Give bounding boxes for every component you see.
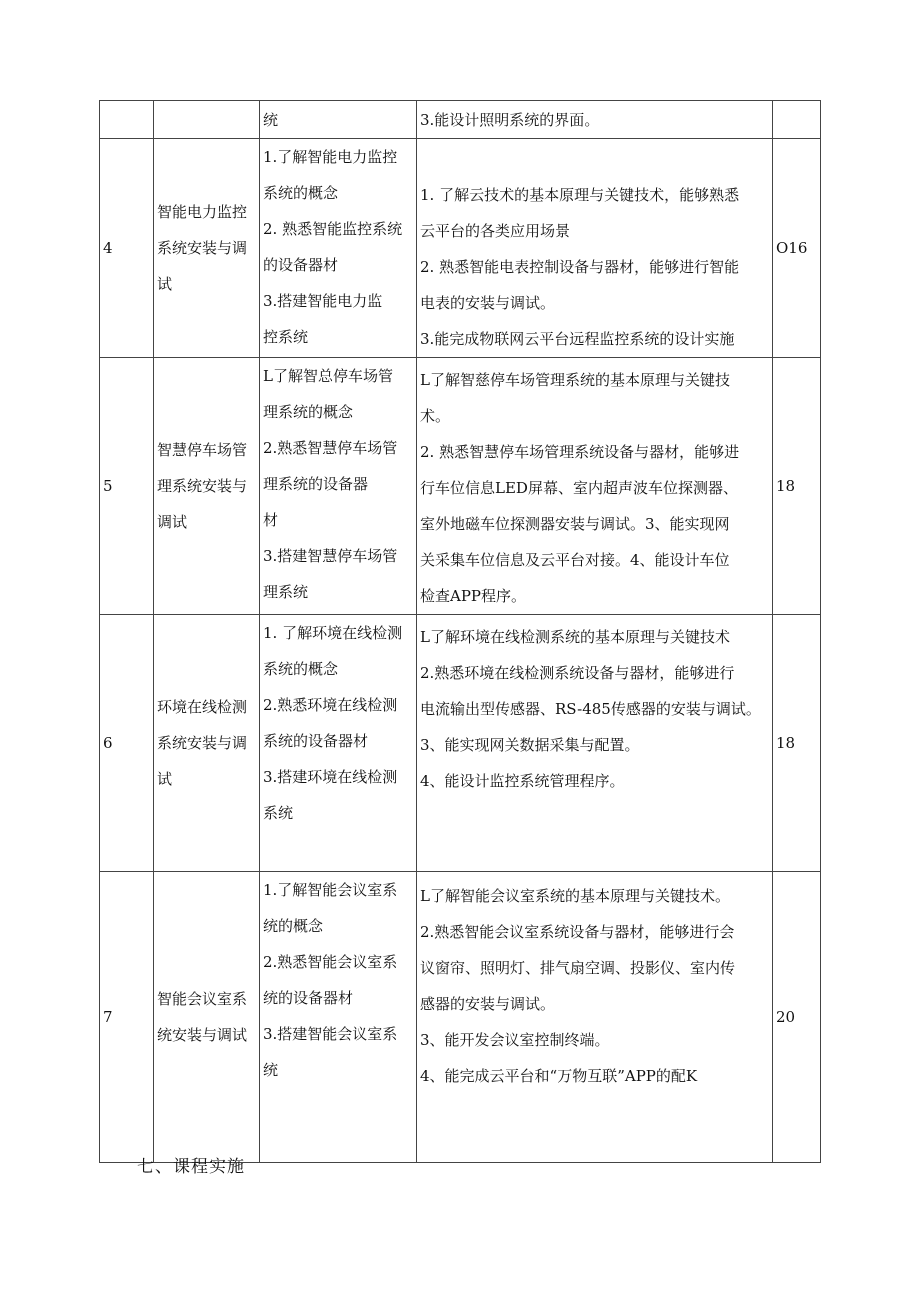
knowledge-line: 2.熟悉环境在线检测 (263, 696, 398, 714)
skill-line: 室外地磁车位探测器安装与调试。3、能实现网 (420, 515, 730, 533)
knowledge-line: 系统 (263, 804, 294, 822)
project-name-cell-content (154, 194, 259, 302)
project-name-line: 试 (157, 275, 173, 293)
row-index-cell (100, 139, 154, 358)
skill-cell-content (417, 358, 772, 614)
project-name-line: 系统安装与调 (157, 239, 248, 257)
project-name-line: 智能电力监控 (157, 203, 248, 221)
knowledge-line: 3.搭建智能电力监 (263, 292, 383, 310)
course-content-table (99, 100, 821, 1163)
skill-line: L了解环境在线检测系统的基本原理与关键技术 (420, 628, 730, 646)
skill-line: 感器的安装与调试。 (420, 995, 556, 1013)
hours-value: 20 (776, 1008, 796, 1026)
skill-line: 2.熟悉智能会议室系统设备与器材，能够进行会 (420, 923, 735, 941)
skill-line: 2. 熟悉智能电表控制设备与器材，能够进行智能 (420, 258, 740, 276)
hours-cell-content (773, 468, 820, 504)
skill-line: 电表的安装与调试。 (420, 294, 556, 312)
skill-line: 检查APP程序。 (420, 587, 527, 605)
knowledge-line: 2.熟悉智能会议室系 (263, 953, 398, 971)
hours-cell (773, 139, 821, 358)
knowledge-line: 1.了解智能电力监控 (263, 148, 398, 166)
hours-cell-content (773, 725, 820, 761)
knowledge-line: 理系统 (263, 583, 309, 601)
knowledge-line: 理系统的设备器 (263, 475, 369, 493)
row-index-cell (100, 101, 154, 139)
skill-line: L了解智能会议室系统的基本原理与关键技术。 (420, 887, 730, 905)
hours-cell (773, 615, 821, 872)
knowledge-line: 系统的概念 (263, 184, 339, 202)
hours-cell-content (773, 999, 820, 1035)
project-name-cell (154, 872, 260, 1163)
skill-line: 行车位信息LED屏幕、室内超声波车位探测器、 (420, 479, 738, 497)
knowledge-cell-content (260, 358, 416, 610)
section-heading: 七、课程实施 (137, 1157, 245, 1177)
knowledge-line: 系统的概念 (263, 660, 339, 678)
table-row (100, 101, 821, 139)
knowledge-cell (260, 139, 417, 358)
skill-line: 术。 (420, 407, 451, 425)
skill-line: 议窗帘、照明灯、排气扇空调、投影仪、室内传 (420, 959, 736, 977)
hours-cell (773, 358, 821, 615)
row-index: 5 (103, 477, 113, 495)
project-name-cell (154, 101, 260, 139)
row-index-cell-content (100, 468, 153, 504)
knowledge-cell-content (260, 615, 416, 831)
knowledge-line: 统的概念 (263, 917, 324, 935)
knowledge-line: 统的设备器材 (263, 989, 354, 1007)
project-name-cell-content (154, 981, 259, 1053)
skill-line: 3.能设计照明系统的界面。 (420, 111, 600, 129)
skill-line: 2.熟悉环境在线检测系统设备与器材，能够进行 (420, 664, 735, 682)
skill-cell (417, 872, 773, 1163)
project-name-line: 统安装与调试 (157, 1026, 248, 1044)
skill-cell (417, 358, 773, 615)
knowledge-cell-content (260, 872, 416, 1088)
skill-line: 3、能实现网关数据采集与配置。 (420, 736, 640, 754)
knowledge-line: 3.搭建智能会议室系 (263, 1025, 398, 1043)
row-index: 4 (103, 239, 113, 257)
knowledge-line: 控系统 (263, 328, 309, 346)
project-name-cell-content (154, 689, 259, 797)
project-name-line: 环境在线检测 (157, 698, 248, 716)
knowledge-line: 的设备器材 (263, 256, 339, 274)
knowledge-line: 2.熟悉智慧停车场管 (263, 439, 398, 457)
skill-line: 电流输出型传感器、RS-485传感器的安装与调试。 (420, 700, 761, 718)
table-row (100, 139, 821, 358)
hours-value: O16 (776, 239, 808, 257)
hours-value: 18 (776, 734, 796, 752)
knowledge-cell (260, 358, 417, 615)
row-index-cell (100, 358, 154, 615)
project-name-line: 智慧停车场管 (157, 441, 248, 459)
project-name-line: 调试 (157, 513, 188, 531)
skill-cell (417, 101, 773, 139)
row-index: 6 (103, 734, 113, 752)
row-index: 7 (103, 1008, 113, 1026)
knowledge-cell-content (260, 102, 416, 138)
skill-line: 3、能开发会议室控制终端。 (420, 1031, 610, 1049)
knowledge-line: 系统的设备器材 (263, 732, 369, 750)
knowledge-line: 统 (263, 111, 279, 129)
knowledge-line: 1. 了解环境在线检测 (263, 624, 403, 642)
knowledge-line: 1.了解智能会议室系 (263, 881, 398, 899)
project-name-cell-content (154, 432, 259, 540)
knowledge-cell (260, 872, 417, 1163)
row-index-cell (100, 872, 154, 1163)
table-row (100, 872, 821, 1163)
project-name-line: 智能会议室系 (157, 990, 248, 1008)
knowledge-line: 2. 熟悉智能监控系统 (263, 220, 403, 238)
skill-line: 1. 了解云技术的基本原理与关键技术，能够熟悉 (420, 186, 740, 204)
project-name-line: 试 (157, 770, 173, 788)
skill-line: 关采集车位信息及云平台对接。4、能设计车位 (420, 551, 730, 569)
row-index-cell-content (100, 230, 153, 266)
project-name-cell (154, 358, 260, 615)
project-name-cell (154, 615, 260, 872)
skill-line: 4、能设计监控系统管理程序。 (420, 772, 625, 790)
project-name-line: 理系统安装与 (157, 477, 248, 495)
knowledge-line: 统 (263, 1061, 279, 1079)
knowledge-cell-content (260, 139, 416, 355)
skill-cell (417, 615, 773, 872)
knowledge-cell (260, 615, 417, 872)
skill-line: L了解智慈停车场管理系统的基本原理与关键技 (420, 371, 730, 389)
hours-cell (773, 101, 821, 139)
knowledge-line: 3.搭建环境在线检测 (263, 768, 398, 786)
hours-cell (773, 872, 821, 1163)
skill-line: 2. 熟悉智慧停车场管理系统设备与器材，能够进 (420, 443, 740, 461)
skill-line: 4、能完成云平台和“万物互联”APP的配K (420, 1067, 698, 1085)
table-row (100, 615, 821, 872)
skill-cell-content (417, 177, 772, 357)
project-name-cell (154, 139, 260, 358)
table-row (100, 358, 821, 615)
row-index-cell (100, 615, 154, 872)
knowledge-cell (260, 101, 417, 139)
skill-cell-content (417, 102, 772, 138)
hours-cell-content (773, 230, 820, 266)
skill-line: 云平台的各类应用场景 (420, 222, 571, 240)
skill-cell-content (417, 872, 772, 1094)
row-index-cell-content (100, 725, 153, 761)
skill-line: 3.能完成物联网云平台远程监控系统的设计实施 (420, 330, 735, 348)
knowledge-line: L了解智总停车场管 (263, 367, 393, 385)
knowledge-line: 理系统的概念 (263, 403, 354, 421)
knowledge-line: 材 (263, 511, 279, 529)
skill-cell-content (417, 615, 772, 799)
course-table-body (100, 101, 821, 1163)
knowledge-line: 3.搭建智慧停车场管 (263, 547, 398, 565)
row-index-cell-content (100, 999, 153, 1035)
skill-cell (417, 139, 773, 358)
project-name-line: 系统安装与调 (157, 734, 248, 752)
hours-value: 18 (776, 477, 796, 495)
